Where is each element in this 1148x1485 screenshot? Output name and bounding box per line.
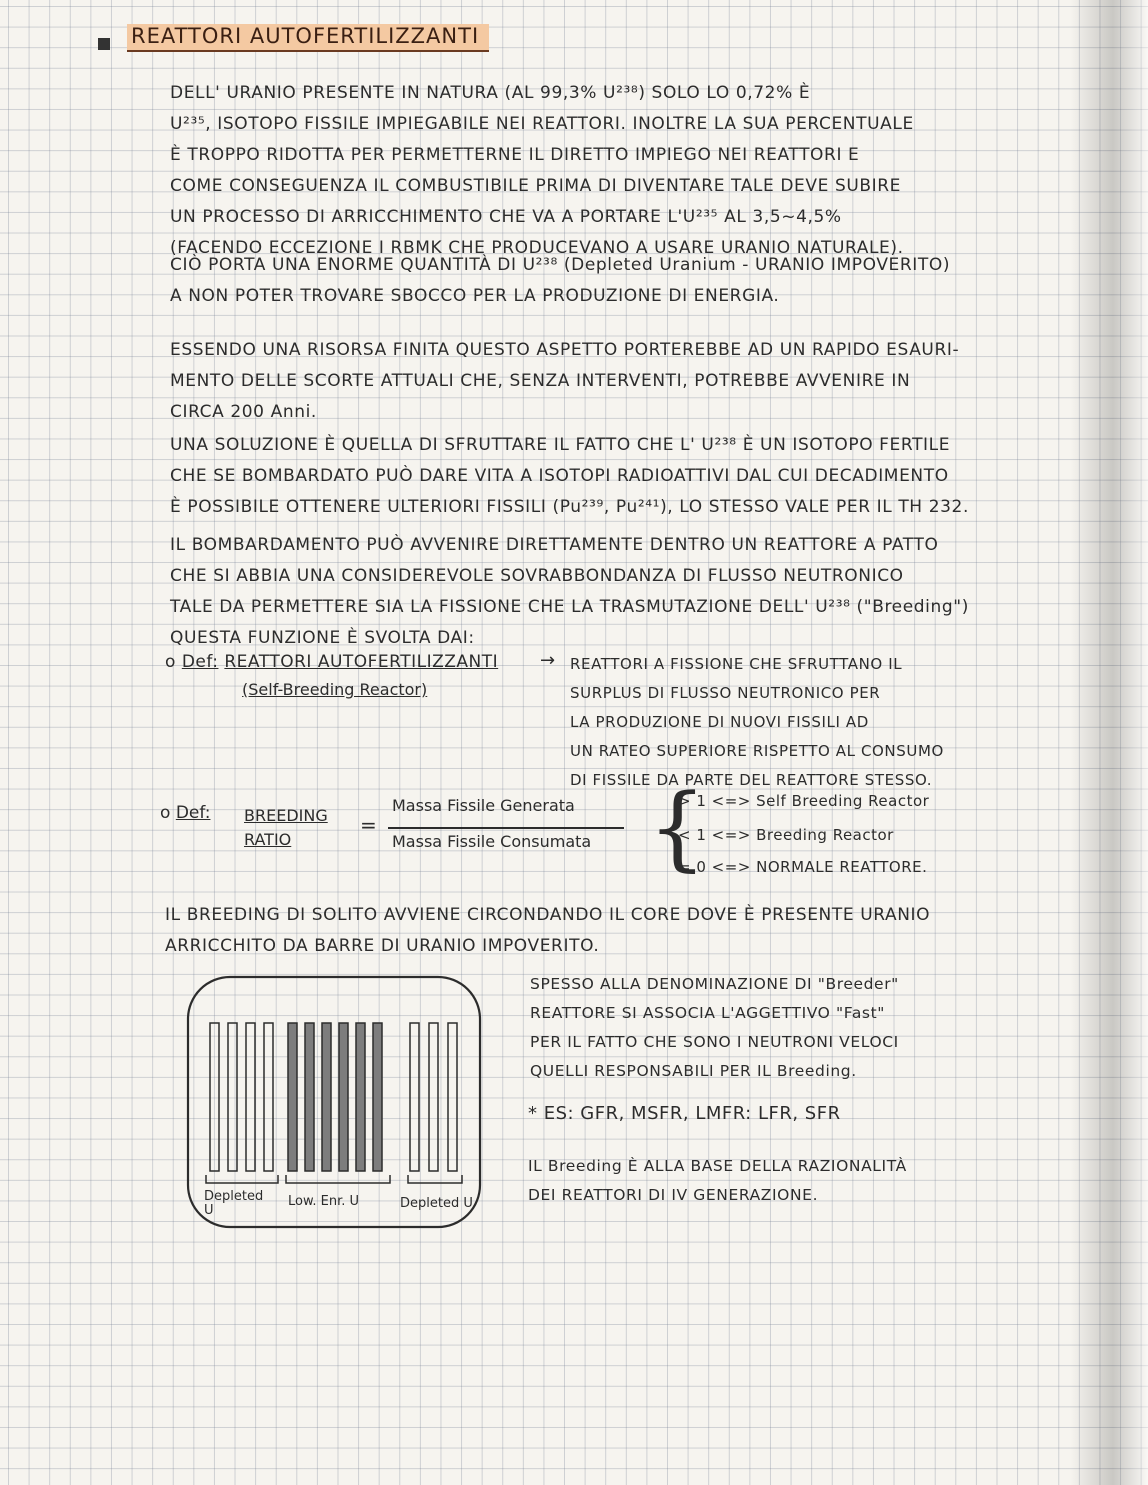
definition-1-label bbox=[165, 652, 498, 672]
enriched-rod bbox=[356, 1023, 365, 1171]
paragraph-uranium-natural: DELL' URANIO PRESENTE IN NATURA (AL 99,3% U²³⁸) SOLO LO 0,72% È U²³⁵, ISOTOPO FISSILE IMPIEGABILE NEI REATTORI. INOLTRE LA SUA PERCENTUALE È TROPPO RIDOTTA PER PERMETTERNE IL DIRETTO IMPIEGO NEI REATTORI E COME CONSEGUENZA IL COMBUSTIBILE PRIMA DI DIVENTARE TALE DEVE SUBIRE UN PROCESSO DI ARRICCHIMENTO CHE VA A PORTARE L'U²³⁵ AL 3,5~4,5% (FACENDO ECCEZIONE I RBMK CHE PRODUCEVANO A USARE URANIO NATURALE). bbox=[170, 83, 914, 258]
paragraph-breeding-core: IL BREEDING DI SOLITO AVVIENE CIRCONDANDO IL CORE DOVE È PRESENTE URANIO ARRICCHITO DA BARRE DI URANIO IMPOVERITO. bbox=[165, 905, 931, 956]
page-binding-shadow bbox=[1070, 0, 1148, 1485]
bracket-mid bbox=[286, 1175, 390, 1183]
fuel-rods bbox=[210, 1023, 457, 1171]
note-gen4: IL Breeding È ALLA BASE DELLA RAZIONALITÀ DEI REATTORI DI IV GENERAZIONE. bbox=[528, 1157, 907, 1204]
breeding-case-less: < 1 <=> Breeding Reactor bbox=[678, 826, 894, 844]
bracket-left bbox=[206, 1175, 278, 1183]
enriched-rod bbox=[305, 1023, 314, 1171]
def-prefix: Def: bbox=[175, 803, 211, 823]
breeding-case-greater: > 1 <=> Self Breeding Reactor bbox=[678, 792, 930, 810]
enriched-rod bbox=[339, 1023, 348, 1171]
enriched-rod bbox=[322, 1023, 331, 1171]
depleted-rod bbox=[246, 1023, 255, 1171]
definition-2-label bbox=[160, 803, 210, 823]
depleted-rod bbox=[410, 1023, 419, 1171]
note-examples: * ES: GFR, MSFR, LMFR: LFR, SFR bbox=[528, 1103, 841, 1124]
fraction-numerator: Massa Fissile Generata bbox=[392, 796, 575, 815]
fraction-line bbox=[388, 827, 624, 829]
paragraph-depleted-uranium: CIÒ PORTA UNA ENORME QUANTITÀ DI U²³⁸ (Depleted Uranium - URANIO IMPOVERITO) A NON POTER TROVARE SBOCCO PER LA PRODUZIONE DI ENERGIA. bbox=[170, 255, 951, 306]
paragraph-finite-resource: ESSENDO UNA RISORSA FINITA QUESTO ASPETTO PORTEREBBE AD UN RAPIDO ESAURI- MENTO DELLE SCORTE ATTUALI CHE, SENZA INTERVENTI, POTREBBE AVVENIRE IN CIRCA 200 Anni. bbox=[170, 340, 960, 422]
bullet-icon: o bbox=[160, 803, 171, 823]
diagram-label-low-enriched: Low. Enr. U bbox=[288, 1194, 360, 1209]
definition-1-english: (Self-Breeding Reactor) bbox=[242, 680, 428, 699]
title-bullet-icon bbox=[98, 38, 110, 50]
definition-2-term-line1: BREEDING bbox=[244, 806, 328, 825]
diagram-label-depleted-right: Depleted U bbox=[400, 1196, 473, 1211]
fraction-denominator: Massa Fissile Consumata bbox=[392, 832, 592, 851]
depleted-rod bbox=[264, 1023, 273, 1171]
page-title: REATTORI AUTOFERTILIZZANTI bbox=[127, 24, 489, 52]
equals-sign: = bbox=[360, 813, 377, 837]
note-fast-reactor: SPESSO ALLA DENOMINAZIONE DI "Breeder" REATTORE SI ASSOCIA L'AGGETTIVO "Fast" PER IL FATTO CHE SONO I NEUTRONI VELOCI QUELLI RESPONSABILI PER IL Breeding. bbox=[530, 975, 899, 1080]
depleted-rod bbox=[210, 1023, 219, 1171]
definition-1-term: REATTORI AUTOFERTILIZZANTI bbox=[224, 652, 499, 672]
definition-2-term-line2: RATIO bbox=[244, 830, 292, 849]
definition-1-text: REATTORI A FISSIONE CHE SFRUTTANO IL SURPLUS DI FLUSSO NEUTRONICO PER LA PRODUZIONE DI NUOVI FISSILI AD UN RATEO SUPERIORE RISPETTO AL CONSUMO DI FISSILE DA PARTE DEL REATTORE STESSO. bbox=[570, 655, 944, 789]
paragraph-bombardment: IL BOMBARDAMENTO PUÒ AVVENIRE DIRETTAMENTE DENTRO UN REATTORE A PATTO CHE SI ABBIA UNA CONSIDEREVOLE SOVRABBONDANZA DI FLUSSO NEUTRONICO TALE DA PERMETTERE SIA LA FISSIONE CHE LA TRASMUTAZIONE DELL' U²³⁸ ("Breeding") QUESTA FUNZIONE È SVOLTA DAI: bbox=[170, 535, 969, 648]
depleted-rod bbox=[228, 1023, 237, 1171]
enriched-rod bbox=[288, 1023, 297, 1171]
depleted-rod bbox=[448, 1023, 457, 1171]
depleted-rod bbox=[429, 1023, 438, 1171]
bullet-icon: o bbox=[165, 652, 176, 672]
def-prefix: Def: bbox=[181, 652, 219, 672]
breeding-case-zero: = 0 <=> NORMALE REATTORE. bbox=[678, 858, 928, 876]
arrow-right-icon: → bbox=[540, 650, 556, 671]
bracket-right bbox=[408, 1175, 462, 1183]
enriched-rod bbox=[373, 1023, 382, 1171]
diagram-label-depleted-left: Depleted U bbox=[204, 1189, 264, 1218]
paragraph-fertile-isotope: UNA SOLUZIONE È QUELLA DI SFRUTTARE IL FATTO CHE L' U²³⁸ È UN ISOTOPO FERTILE CHE SE BOMBARDATO PUÒ DARE VITA A ISOTOPI RADIOATTIVI DAL CUI DECADIMENTO È POSSIBILE OTTENERE ULTERIORI FISSILI (Pu²³⁹, Pu²⁴¹), LO STESSO VALE PER IL TH 232. bbox=[170, 435, 969, 517]
curly-brace-icon: { bbox=[648, 774, 707, 881]
